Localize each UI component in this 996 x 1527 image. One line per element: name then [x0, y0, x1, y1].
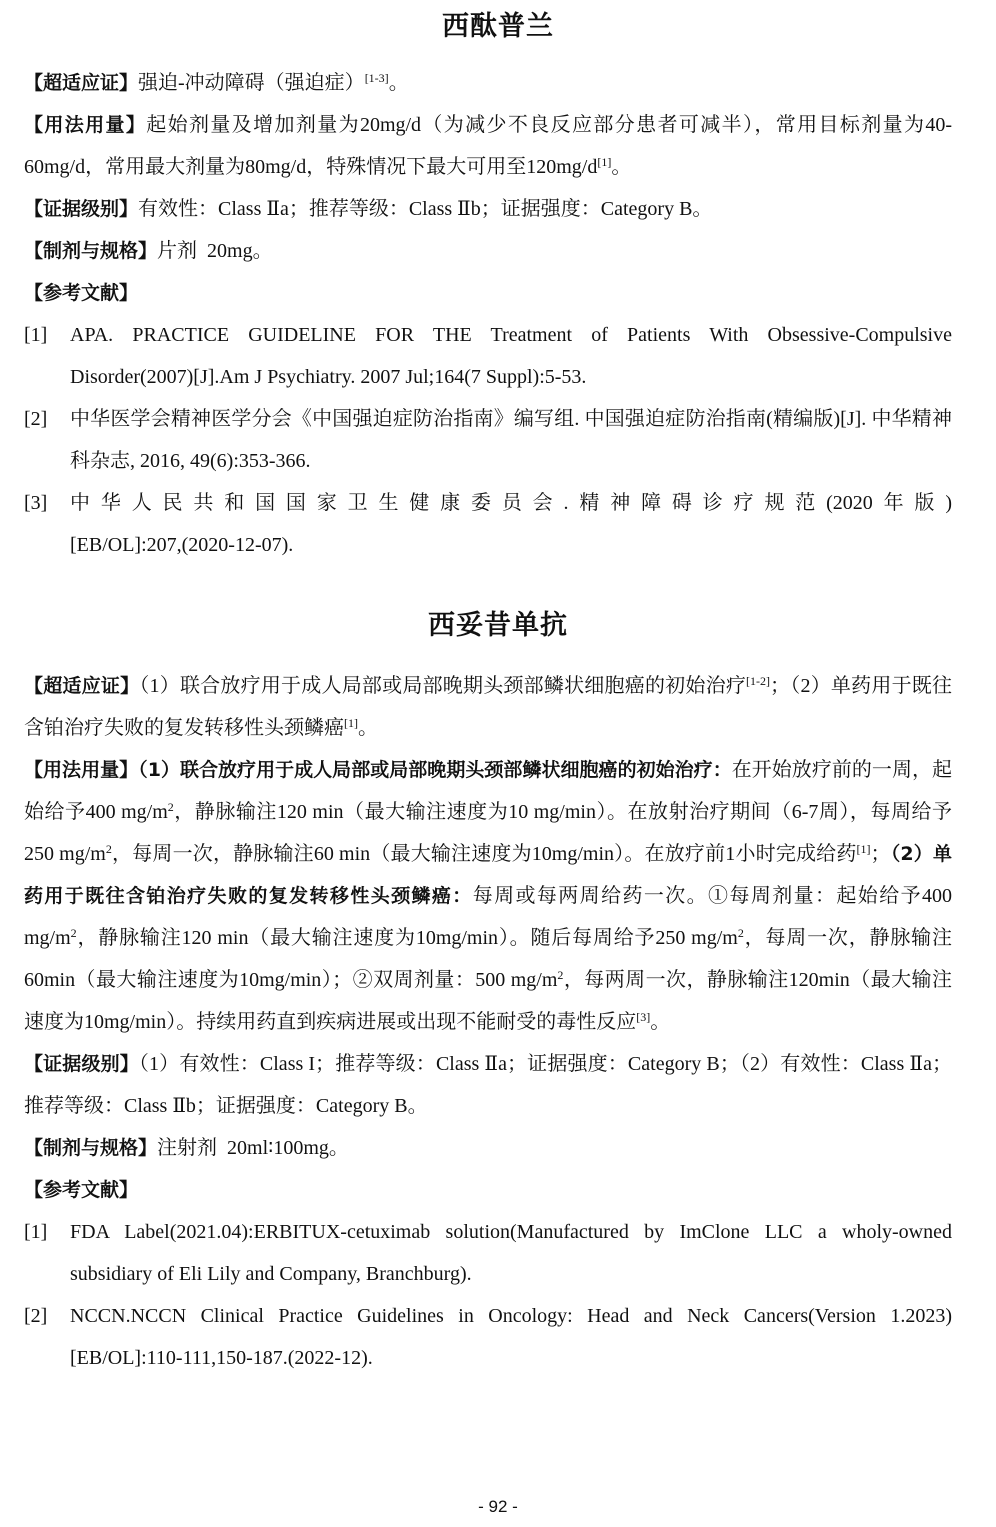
- punctuation: 。: [611, 156, 632, 178]
- dosage-text: ，每两周一次，静脉输注120min（最大输注速度为10mg/min）。持续用药直到疾病进展或出现不能耐受的毒性反应: [24, 969, 952, 1033]
- citation: [1]: [856, 842, 871, 856]
- spec-text: 注射剂 20ml∶100mg。: [157, 1137, 349, 1159]
- indication-text: ；（2）单药用于既往含铂治疗失败的复发转移性头颈鳞癌: [24, 675, 953, 739]
- reference-text: 中华人民共和国国家卫生健康委员会.精神障碍诊疗规范(2020年版): [70, 492, 952, 514]
- indication-paragraph: [24, 665, 952, 749]
- evidence-paragraph: [24, 188, 952, 230]
- dosage-text: 每周或每两周给药一次。①每周剂量：起始给予400 mg/m: [24, 885, 952, 949]
- reference-item: [24, 398, 952, 482]
- spec-text: 片剂 20mg。: [157, 240, 273, 262]
- reference-text: [EB/OL]:207,(2020-12-07).: [70, 534, 294, 556]
- superscript: 2: [105, 842, 112, 856]
- drug-title: 西妥昔单抗: [428, 610, 568, 641]
- superscript: 2: [737, 926, 744, 940]
- spec-paragraph: [24, 1127, 952, 1169]
- section-label: 【用法用量】: [24, 114, 147, 136]
- superscript: 2: [167, 800, 174, 814]
- dosage-paragraph: [24, 104, 952, 188]
- indication-text: （1）联合放疗用于成人局部或局部晚期头颈部鳞状细胞癌的初始治疗: [139, 675, 747, 697]
- reference-text: 中华医学会精神医学分会《中国强迫症防治指南》编写组. 中国强迫症防治指南(精编版)[J]. 中华精神科杂志, 2016, 49(6):353-366.: [70, 408, 952, 472]
- dosage-text: ，静脉输注120 min（最大输注速度为10 mg/min）。在放射治疗期间（6-7周），每周给予250 mg/m: [24, 801, 953, 865]
- dosage-text: ，静脉输注120 min（最大输注速度为10mg/min）。随后每周给予250 mg/m: [76, 927, 738, 949]
- indication-paragraph: [24, 62, 952, 104]
- reference-number: [1]: [24, 1221, 48, 1243]
- punctuation: ；: [870, 843, 891, 865]
- drug-section: [24, 665, 952, 1379]
- section-label: 【参考文献】: [24, 282, 139, 304]
- reference-text: FDA Label(2021.04):ERBITUX-cetuximab solution(Manufactured by ImClone LLC a wholy-owned subsidiary of Eli Lily and Company, Branchburg).: [70, 1221, 952, 1285]
- citation: [1-2]: [746, 674, 771, 688]
- reference-item-continuation: [24, 524, 952, 566]
- punctuation: 。: [388, 72, 409, 94]
- indication-text: 强迫-冲动障碍（强迫症）: [138, 72, 365, 94]
- section-label: 【用法用量】: [24, 759, 139, 781]
- reference-text: NCCN.NCCN Clinical Practice Guidelines in Oncology: Head and Neck Cancers(Version 1.2023)[EB/OL]:110-111,150-187.(2022-12).: [70, 1305, 952, 1369]
- page-number: - 92 -: [478, 1497, 518, 1516]
- citation: [1]: [597, 155, 612, 169]
- evidence-text: （1）有效性：Class I；推荐等级：Class Ⅱa；证据强度：Category B；（2）有效性：Class Ⅱa；推荐等级：Class Ⅱb；证据强度：Category B。: [24, 1053, 952, 1117]
- evidence-text: 有效性：Class Ⅱa；推荐等级：Class Ⅱb；证据强度：Category B。: [138, 198, 713, 220]
- references-heading: [24, 272, 952, 314]
- dosage-text: 起始剂量及增加剂量为20mg/d（为减少不良反应部分患者可减半），常用目标剂量为40-60mg/d，常用最大剂量为80mg/d，特殊情况下最大可用至120mg/d: [24, 114, 952, 178]
- punctuation: 。: [358, 717, 378, 739]
- citation: [3]: [636, 1010, 651, 1024]
- dosage-bold-heading: （1）联合放疗用于成人局部或局部晚期头颈部鳞状细胞癌的初始治疗：: [138, 759, 732, 781]
- section-label: 【超适应证】: [24, 72, 139, 94]
- citation: [1-3]: [364, 71, 389, 85]
- reference-item: [24, 314, 952, 398]
- spec-paragraph: [24, 230, 952, 272]
- section-label: 【证据级别】: [24, 198, 139, 220]
- dosage-paragraph: [24, 749, 952, 1043]
- reference-item: [24, 1295, 952, 1379]
- reference-number: [2]: [24, 1305, 48, 1327]
- superscript: 2: [557, 968, 564, 982]
- punctuation: 。: [650, 1011, 671, 1033]
- reference-number: [3]: [24, 492, 48, 514]
- section-label: 【参考文献】: [24, 1179, 139, 1201]
- superscript: 2: [70, 926, 77, 940]
- reference-text: APA. PRACTICE GUIDELINE FOR THE Treatment of Patients With Obsessive-Compulsive Disorder(2007)[J].Am J Psychiatry. 2007 Jul;164(7 Suppl):5-53.: [70, 324, 952, 388]
- dosage-bold-heading: （2）单药用于既往含铂治疗失败的复发转移性头颈鳞癌：: [24, 843, 952, 907]
- reference-number: [2]: [24, 408, 48, 430]
- evidence-paragraph: [24, 1043, 952, 1127]
- drug-title: 西酞普兰: [442, 11, 554, 42]
- section-label: 【超适应证】: [24, 675, 140, 697]
- reference-item: [24, 482, 952, 524]
- citation: [1]: [344, 716, 358, 730]
- dosage-text: 在开始放疗前的一周，起始给予400 mg/m: [24, 759, 952, 823]
- section-label: 【制剂与规格】: [24, 240, 158, 262]
- reference-number: [1]: [24, 324, 48, 346]
- section-label: 【证据级别】: [24, 1053, 139, 1075]
- drug-section: [24, 62, 952, 566]
- dosage-text: ，每周一次，静脉输注60 min（最大输注速度为10mg/min）。在放疗前1小时完成给药: [111, 843, 857, 865]
- section-label: 【制剂与规格】: [24, 1137, 158, 1159]
- reference-item: [24, 1211, 952, 1295]
- dosage-text: ，每周一次，静脉输注60min（最大输注速度为10mg/min）；②双周剂量：500 mg/m: [24, 927, 953, 991]
- references-heading: [24, 1169, 952, 1211]
